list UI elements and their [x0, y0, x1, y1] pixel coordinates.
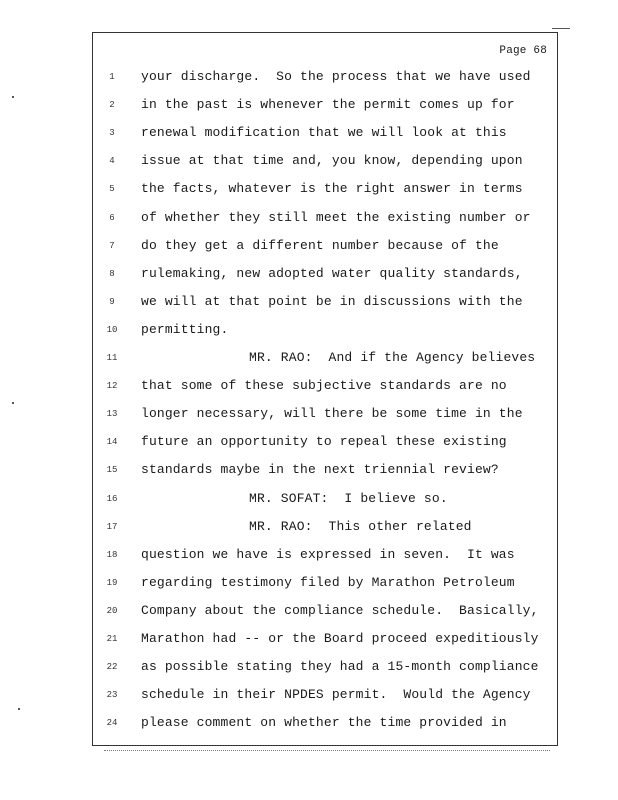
line-number: 21 [106, 634, 118, 644]
line-number: 11 [106, 353, 118, 363]
line-text: MR. RAO: This other related [249, 518, 472, 534]
line-number: 6 [109, 212, 115, 223]
line-number: 24 [106, 718, 118, 729]
transcript-line [93, 491, 559, 511]
transcript-line [93, 350, 559, 370]
line-number: 4 [109, 156, 115, 167]
transcript-line [93, 715, 559, 735]
line-number: 15 [106, 465, 118, 476]
line-number: 7 [109, 240, 115, 251]
line-text: rulemaking, new adopted water quality standards, [141, 265, 523, 281]
transcript-line [93, 406, 559, 426]
line-number: 18 [106, 549, 118, 560]
transcript-line [93, 210, 559, 230]
line-text: Company about the compliance schedule. Basically, [141, 602, 539, 618]
scan-mark [12, 402, 14, 404]
line-text: schedule in their NPDES permit. Would the Agency [141, 687, 531, 703]
line-number: 19 [106, 577, 118, 588]
line-text: we will at that point be in discussions with the [141, 293, 523, 309]
transcript-line [93, 294, 559, 314]
line-number: 9 [109, 296, 115, 307]
transcript-line [93, 97, 559, 117]
line-text: MR. RAO: And if the Agency believes [249, 350, 536, 365]
line-text: regarding testimony filed by Marathon Petroleum [141, 574, 515, 590]
footer-rule [104, 750, 550, 752]
transcript-line [93, 69, 559, 89]
line-number: 17 [106, 521, 118, 532]
transcript-line [93, 631, 559, 651]
line-text: your discharge. So the process that we have used [141, 69, 531, 84]
transcript-line [93, 603, 559, 623]
transcript-line [93, 378, 559, 398]
line-number: 5 [109, 184, 115, 195]
line-number: 20 [106, 605, 118, 616]
line-text: permitting. [141, 321, 229, 337]
line-text: issue at that time and, you know, depending upon [141, 153, 523, 169]
transcript-line [93, 266, 559, 286]
transcript-line [93, 575, 559, 595]
line-text: please comment on whether the time provided in [141, 715, 507, 731]
line-text: future an opportunity to repeal these existing [141, 434, 507, 450]
line-text: question we have is expressed in seven. It was [141, 546, 515, 562]
scan-mark [552, 28, 570, 29]
line-text: that some of these subjective standards are no [141, 378, 507, 394]
line-text: renewal modification that we will look at this [141, 125, 507, 141]
transcript-line [93, 238, 559, 258]
line-number: 3 [109, 128, 115, 139]
line-text: Marathon had -- or the Board proceed expeditiously [141, 631, 539, 646]
transcript-line [93, 547, 559, 567]
transcript-line [93, 687, 559, 707]
line-number: 22 [106, 662, 118, 673]
line-text: as possible stating they had a 15-month compliance [141, 659, 539, 675]
line-text: in the past is whenever the permit comes up for [141, 97, 515, 113]
line-number: 23 [106, 690, 118, 701]
line-number: 13 [106, 409, 118, 420]
line-text: longer necessary, will there be some time in the [141, 406, 523, 422]
transcript-line [93, 125, 559, 145]
transcript-line [93, 153, 559, 173]
line-text: standards maybe in the next triennial review? [141, 462, 499, 478]
line-number: 1 [109, 72, 115, 82]
transcript-line [93, 322, 559, 342]
line-number: 2 [109, 100, 115, 111]
transcript-page [92, 32, 558, 746]
transcript-line [93, 181, 559, 201]
transcript-line [93, 434, 559, 454]
scan-mark [18, 708, 20, 710]
line-text: of whether they still meet the existing number or [141, 209, 531, 225]
line-number: 10 [106, 324, 118, 335]
line-number: 16 [106, 493, 118, 504]
line-number: 14 [106, 437, 118, 448]
scan-mark [12, 96, 14, 98]
transcript-line [93, 659, 559, 679]
transcript-line [93, 462, 559, 482]
line-number: 8 [109, 268, 115, 279]
line-text: MR. SOFAT: I believe so. [249, 490, 448, 506]
line-text: do they get a different number because of the [141, 237, 499, 253]
page-number: Page 68 [499, 45, 547, 57]
line-text: the facts, whatever is the right answer in terms [141, 181, 523, 197]
transcript-line [93, 519, 559, 539]
line-number: 12 [106, 381, 118, 392]
